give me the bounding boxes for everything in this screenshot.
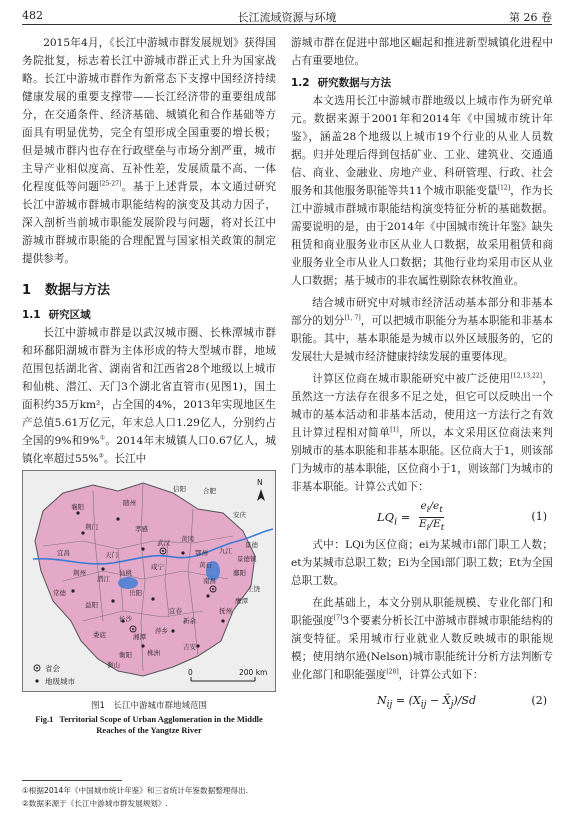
subsection-heading-2: 1.2 研究数据与方法 <box>291 77 392 89</box>
region-paragraph: 长江中游城市群是以武汉城市圈、长株潭城市群和环鄱阳湖城市群为主体形成的特大型城市群，地域范围包括湖北省、湖南省和江西省28个地级以上城市和仙桃、潜江、天门3个湖北省直管市(见图1)，国土面积约35万km²，占全国的4%，2013年实现地区生产总值5.61万亿元，年末总人口1.29亿人，分别约占全国的9%和9%①。2014年末城镇人口0.67亿人，城镇化率超过55%②。长江中 <box>22 327 276 465</box>
map-city-label: 随州 <box>123 499 136 507</box>
formula-1: $LQ_i$ = $\frac{e_i/e_t}{E_i/E_t}$ (1) <box>377 500 547 534</box>
equation-number-1: (1) <box>531 510 547 523</box>
footnotes <box>22 784 276 810</box>
map-city-label: 咸宁 <box>151 563 164 571</box>
map-city-label: 鹰潭 <box>235 597 248 605</box>
region-map <box>22 470 276 692</box>
map-city-label: 湘潭 <box>133 633 146 641</box>
map-city-label: 合肥 <box>203 487 216 495</box>
subsection-heading: 1.1 研究区域 <box>22 309 91 321</box>
map-city-label: 常德 <box>53 589 66 597</box>
map-city-label: 荆州 <box>73 569 86 577</box>
footnote-2: ②数据来源于《长江中游城市群发展规划》. <box>22 799 168 808</box>
map-city-label: 信阳 <box>173 485 186 493</box>
map-graphic <box>23 471 276 692</box>
model-paragraph: 在此基础上，本文分别从职能规模、专业化部门和职能强度[7]3个要素分析长江中游城市群城市职能结构的演变特征。采用城市行业就业人数反映城市的职能规模；使用纳尔逊(Nelson)城市职能统计分析方法判断专业化部门和职能强度[28]，计算公式如下： <box>291 597 553 681</box>
intro-paragraph: 2015年4月，《长江中游城市群发展规划》获得国务院批复，标志着长江中游城市群正式上升为国家战略。长江中游城市群作为新常态下支撑中国经济持续健康发展的重要支撑带——长江经济带的重要组成部分，在交通条件、经济基础、城镇化和合作基础等方面具有明显优势，完全有望形成全国重要的增长极；但是城市群内也存在行政壁垒与市场分割严重，城市主导产业相似度高、互补性差，发展质量不高、一体化程度低等问题[25-27]。基于上述背景，本文通过研究长江中游城市群城市职能结构的演变及其动力因子，深入剖析当前城市职能发展阶段与问题，将对长江中游城市群城市职能的合理配置与国家相关政策的制定提供参考。 <box>22 37 277 265</box>
figure-caption-cn: 图1 长江中游城市群地域范围 <box>91 701 207 711</box>
volume-label: 第 26 卷 <box>509 11 552 24</box>
map-city-label: 吉安 <box>183 643 196 651</box>
footnote-rule <box>22 780 122 781</box>
formula-2: $N_{ij} = (X_{ij}$ − $X̄_j)/Sd$ (2) <box>377 694 547 711</box>
formula-1-description: 式中：LQi为区位商；ei为某城市i部门职工人数；et为某城市总职工数；Ei为全国i部门职工数；Et为全国总职工数。 <box>291 539 553 587</box>
map-city-label: 潜江 <box>97 575 110 583</box>
map-city-label: 安庆 <box>233 511 246 519</box>
map-city-label: 景德 <box>245 541 258 549</box>
legend-capital: 省会 <box>45 664 60 673</box>
map-city-label: 襄阳 <box>71 503 84 511</box>
map-city-label: 鄂州 <box>195 549 208 557</box>
map-city-label: 衡山 <box>107 661 120 669</box>
map-city-label: 萍乡 <box>155 627 168 635</box>
svg-text:200 km: 200 km <box>239 668 268 677</box>
map-city-label: 黄石 <box>199 561 212 569</box>
section-heading: 1 数据与方法 <box>22 283 111 298</box>
map-city-label: 新余 <box>183 617 196 625</box>
map-city-label: 宜春 <box>169 607 182 615</box>
map-city-label: 岳阳 <box>129 589 142 597</box>
map-city-label: 荆门 <box>85 523 98 531</box>
right-column <box>291 34 553 712</box>
figure-caption-en: Fig.1 Territorial Scope of Urban Agglomeration in the Middle Reaches of the Yangtze River <box>35 714 263 735</box>
svg-text:0: 0 <box>188 668 193 677</box>
map-city-label: 南昌 <box>203 577 216 585</box>
running-header <box>22 6 552 26</box>
map-city-label: 鄱阳 <box>233 569 246 577</box>
continued-paragraph: 游城市群在促进中部地区崛起和推进新型城镇化进程中占有重要地位。 <box>291 37 553 67</box>
data-paragraph: 本文选用长江中游城市群地级以上城市作为研究单元。数据来源于2001年和2014年《中国城市统计年鉴》，涵盖28个地级以上城市19个行业的从业人员数据。归并处理后得到包括矿业、工业、建筑业、交通通信、商业、金融业、房地产业、科研管理、行政、社会服务和其他服务职能等共11个城市职能变量[12]，作为长江中游城市群城市职能结构演变特征分析的基础数据。需要说明的是，由于2014年《中国城市统计年鉴》缺失租赁和商业服务业市区从业人口数据，故采用租赁和商业服务业全市从业人口数据；其他行业均采用市区从业人口数据；基于城市的非农属性剔除农林牧渔业。 <box>291 95 553 287</box>
left-column <box>22 34 276 736</box>
equation-number-2: (2) <box>531 694 547 707</box>
map-city-label: 仙桃 <box>119 569 132 577</box>
page-number: 482 <box>22 9 43 22</box>
location-quotient-paragraph: 计算区位商在城市职能研究中被广泛使用[12,13,22]，虽然这一方法存在很多不足之处，但它可以反映出一个城市的基本活动和非基本活动，使用这一方法行之有效且计算过程相对简单[1]，所以，本文采用区位商法来判别城市的基本职能和非基本职能。区位商大于1，则该部门为城市的基本职能，区位商小于1，则该部门为城市的非基本职能。计算公式如下： <box>291 372 554 493</box>
map-city-label: 衡阳 <box>119 651 132 659</box>
map-city-label: 孝感 <box>135 525 148 533</box>
map-city-label: 长沙 <box>119 615 132 623</box>
map-city-label: 天门 <box>105 551 118 559</box>
map-city-label: 九江 <box>219 547 232 555</box>
map-city-label: 景德镇 <box>237 555 257 563</box>
map-city-label: 武汉 <box>157 539 170 547</box>
basic-function-paragraph: 结合城市研究中对城市经济活动基本部分和非基本部分的划分[1, 7]，可以把城市职能分为基本职能和非基本职能。其中，基本职能是为城市以外区域服务的，它的发展壮大是城市经济健康持续发展的重要体现。 <box>291 297 554 363</box>
map-city-label: 株洲 <box>147 649 160 657</box>
legend-city: 地级城市 <box>45 677 75 686</box>
journal-title: 长江流域资源与环境 <box>237 11 337 24</box>
map-city-label: 娄底 <box>93 631 106 639</box>
map-city-label: 益阳 <box>85 601 98 609</box>
map-city-label: 黄冈 <box>181 535 194 543</box>
footnote-1: ①根据2014年《中国城市统计年鉴》和三省统计年鉴数据整理得出. <box>22 786 248 795</box>
svg-text:N: N <box>257 478 263 487</box>
map-city-label: 上饶 <box>247 585 260 593</box>
map-city-label: 宜昌 <box>57 549 70 557</box>
map-city-label: 抚州 <box>219 607 232 615</box>
header-rule <box>22 24 552 25</box>
